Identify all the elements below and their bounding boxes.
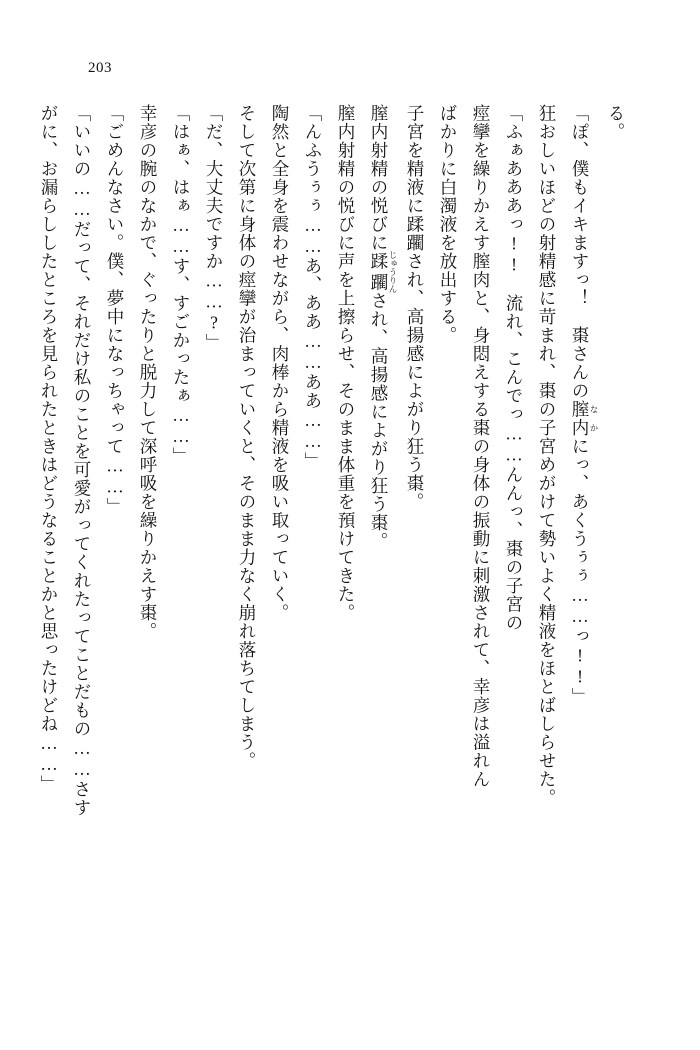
page-number: 203 [88, 60, 112, 76]
text-line: 「はぁ、はぁ……す、すごかったぁ……」 [171, 104, 191, 466]
text-line: そして次第に身体の痙攣が治まっていくと、そのまま力なく崩れ落ちてしまう。 [237, 104, 257, 770]
text-line: 痙攣を繰りかえす膣肉と、身悶えする棗の身体の振動に刺激されて、幸彦は溢れん [471, 104, 491, 789]
text-line: 「ごめんなさい。僕、夢中になっちゃって……」 [105, 104, 125, 516]
text-line: 膣内射精の悦びに蹂躙 じゅうりんされ、高揚感によがり狂う棗。 [369, 104, 398, 551]
text-line: 膣内射精の悦びに声を上擦らせ、そのまま体重を預けてきた。 [336, 104, 356, 622]
text-line: 子宮を精液に蹂躙され、高揚感によがり狂う棗。 [405, 104, 425, 511]
text-line: 「いいの……だって、それだけ私のことを可愛がってくれたってことだもの……さす [72, 104, 92, 817]
text-line: 陶然と全身を震わせながら、肉棒から精液を吸い取っていく。 [270, 104, 290, 622]
page-body-text [39, 104, 632, 954]
text-line: 「ぽ、僕もイキますっ！ 棗さんの膣内 なかにっ、あくうぅぅ……っ!!」 [570, 104, 599, 706]
ruby-juurin: 蹂躙 じゅうりん [369, 250, 398, 294]
ruby-nakaa: 膣内 なか [570, 400, 599, 437]
text-line: ばかりに白濁液を放出する。 [438, 104, 458, 345]
text-line: る。 [606, 104, 626, 141]
text-line: 「んふうぅぅ……あ、ああ……ああ……」 [303, 104, 323, 471]
text-line: 狂おしいほどの射精感に苛まれ、棗の子宮めがけて勢いよく精液をほとばしらせた。 [537, 104, 557, 807]
text-line: 「ふぁあああっ!! 流れ、こんでっ……んんっ、棗の子宮の [504, 104, 524, 632]
text-line: がに、お漏らししたところを見られたときはどうなることかと思ったけどね……」 [39, 104, 59, 794]
text-line: 幸彦の腕のなかで、ぐったりと脱力して深呼吸を繰りかえす棗。 [138, 104, 158, 641]
text-line: 「だ、大丈夫ですか……?」 [204, 104, 224, 352]
